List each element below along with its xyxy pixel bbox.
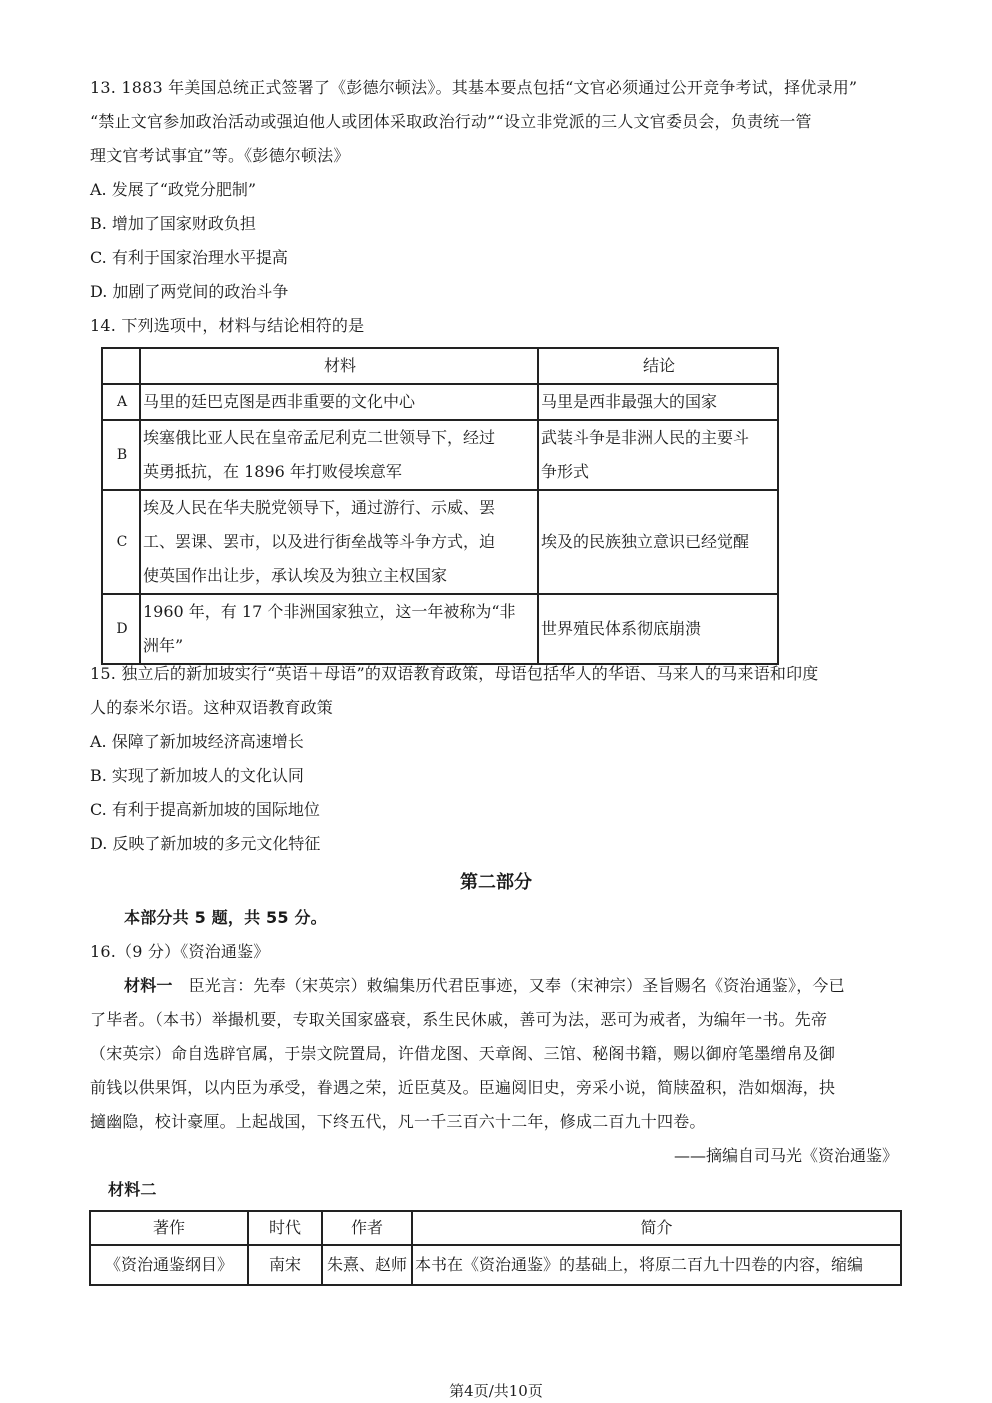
q15-line-2: 人的泰米尔语。这种双语教育政策 [90, 698, 334, 717]
q14-row-c-material [140, 490, 538, 594]
q14-row-b-conclusion [538, 420, 778, 490]
q14-row-d-material [140, 594, 538, 664]
q16-table-header-author: 作者 [322, 1211, 412, 1245]
q16-material2-label: 材料二 [108, 1180, 157, 1199]
q14-row-c-material-line: 使英国作出让步，承认埃及为独立主权国家 [143, 566, 448, 585]
q14-header-label [102, 348, 140, 384]
q14-row-d-material-line: 1960 年，有 17 个非洲国家独立，这一年被称为“非 [143, 602, 516, 621]
q16-stem: 16.（9 分）《资治通鉴》 [90, 942, 270, 961]
part2-intro: 本部分共 5 题，共 55 分。 [124, 908, 327, 927]
q16-material1-line-1 [124, 976, 845, 996]
q15-option-c: C. 有利于提高新加坡的国际地位 [90, 800, 320, 819]
q14-row-c-conclusion [538, 490, 778, 594]
q14-table [101, 347, 779, 665]
q13-option-c: C. 有利于国家治理水平提高 [90, 248, 288, 267]
q14-row-b-conclusion-line: 武装斗争是非洲人民的主要斗 [541, 428, 750, 447]
q14-row-a-conclusion [538, 384, 778, 420]
q13-option-d: D. 加剧了两党间的政治斗争 [90, 282, 289, 301]
q13-line-2: “禁止文官参加政治活动或强迫他人或团体采取政治行动”“设立非党派的三人文官委员会，负责统一管 [90, 112, 812, 131]
q16-table-header-summary: 简介 [412, 1211, 901, 1245]
q15-option-b: B. 实现了新加坡人的文化认同 [90, 766, 304, 785]
q15-option-d: D. 反映了新加坡的多元文化特征 [90, 834, 321, 853]
q16-table [89, 1210, 902, 1286]
q14-row-d-conclusion [538, 594, 778, 664]
q14-row-d-material-line: 洲年” [143, 636, 184, 655]
page-number: 第4页/共10页 [449, 1382, 543, 1400]
q14-row-b-conclusion-line: 争形式 [541, 462, 590, 481]
q13-option-b: B. 增加了国家财政负担 [90, 214, 256, 233]
q16-material1-line-4: 前钱以供果饵，以内臣为承受，眷遇之荣，近臣莫及。臣遍阅旧史，旁采小说，简牍盈积，浩如烟海，抉 [90, 1078, 836, 1097]
q14-row-c-label: C [102, 490, 140, 594]
q14-row-a-material-line: 马里的廷巴克图是西非重要的文化中心 [143, 392, 416, 411]
q13-line-3: 理文官考试事宜”等。《彭德尔顿法》 [90, 146, 350, 165]
q16-material1-line-3: （宋英宗）命自选辟官属，于崇文院置局，许借龙图、天章阁、三馆、秘阁书籍，赐以御府笔墨缯帛及御 [90, 1044, 836, 1063]
q14-row-a-label: A [102, 384, 140, 420]
q14-row-c-material-line: 工、罢课、罢市，以及进行街垒战等斗争方式，迫 [143, 532, 496, 551]
q14-header-conclusion: 结论 [538, 348, 778, 384]
q14-row-c-conclusion-line: 埃及的民族独立意识已经觉醒 [541, 532, 750, 551]
q14-row-b-material-line: 埃塞俄比亚人民在皇帝孟尼利克二世领导下，经过 [143, 428, 496, 447]
q16-table-cell-author: 朱熹、赵师 [322, 1245, 412, 1285]
q16-material1-label: 材料一 [124, 976, 173, 995]
q14-row-c-material-line: 埃及人民在华夫脱党领导下，通过游行、示威、罢 [143, 498, 496, 517]
q14-row-a-material [140, 384, 538, 420]
q14-row-b-label: B [102, 420, 140, 490]
q16-table-cell-work: 《资治通鉴纲目》 [90, 1245, 248, 1285]
q16-table-header-work: 著作 [90, 1211, 248, 1245]
q16-material1-line-2: 了毕者。（本书）举撮机要，专取关国家盛衰，系生民休戚，善可为法，恶可为戒者，为编年一书。先帝 [90, 1010, 828, 1029]
q16-table-cell-era: 南宋 [248, 1245, 322, 1285]
q15-option-a: A. 保障了新加坡经济高速增长 [90, 732, 304, 751]
q16-table-cell-summary: 本书在《资治通鉴》的基础上，将原二百九十四卷的内容，缩编 [412, 1245, 901, 1285]
q14-row-d-conclusion-line: 世界殖民体系彻底崩溃 [541, 619, 702, 638]
q16-table-header-era: 时代 [248, 1211, 322, 1245]
q14-row-b-material [140, 420, 538, 490]
q14-row-d-label: D [102, 594, 140, 664]
q13-option-a: A. 发展了“政党分肥制” [90, 180, 257, 199]
part2-title: 第二部分 [460, 872, 532, 893]
q14-stem: 14. 下列选项中，材料与结论相符的是 [90, 316, 365, 335]
q14-header-material: 材料 [140, 348, 538, 384]
q15-line-1: 15. 独立后的新加坡实行“英语＋母语”的双语教育政策，母语包括华人的华语、马来人的马来语和印度 [90, 664, 819, 683]
q13-line-1: 13. 1883 年美国总统正式签署了《彭德尔顿法》。其基本要点包括“文官必须通过公开竞争考试，择优录用” [90, 78, 858, 97]
q14-row-b-material-line: 英勇抵抗，在 1896 年打败侵埃意军 [143, 462, 402, 481]
q16-material1-line-5: 擿幽隐，校计豪厘。上起战国，下终五代，凡一千三百六十二年，修成二百九十四卷。 [90, 1112, 706, 1131]
q14-row-a-conclusion-line: 马里是西非最强大的国家 [541, 392, 718, 411]
q16-material1-text: 臣光言：先奉（宋英宗）敕编集历代君臣事迹，又奉（宋神宗）圣旨赐名《资治通鉴》，今已 [188, 976, 845, 995]
q16-material1-source: ——摘编自司马光《资治通鉴》 [673, 1146, 898, 1165]
